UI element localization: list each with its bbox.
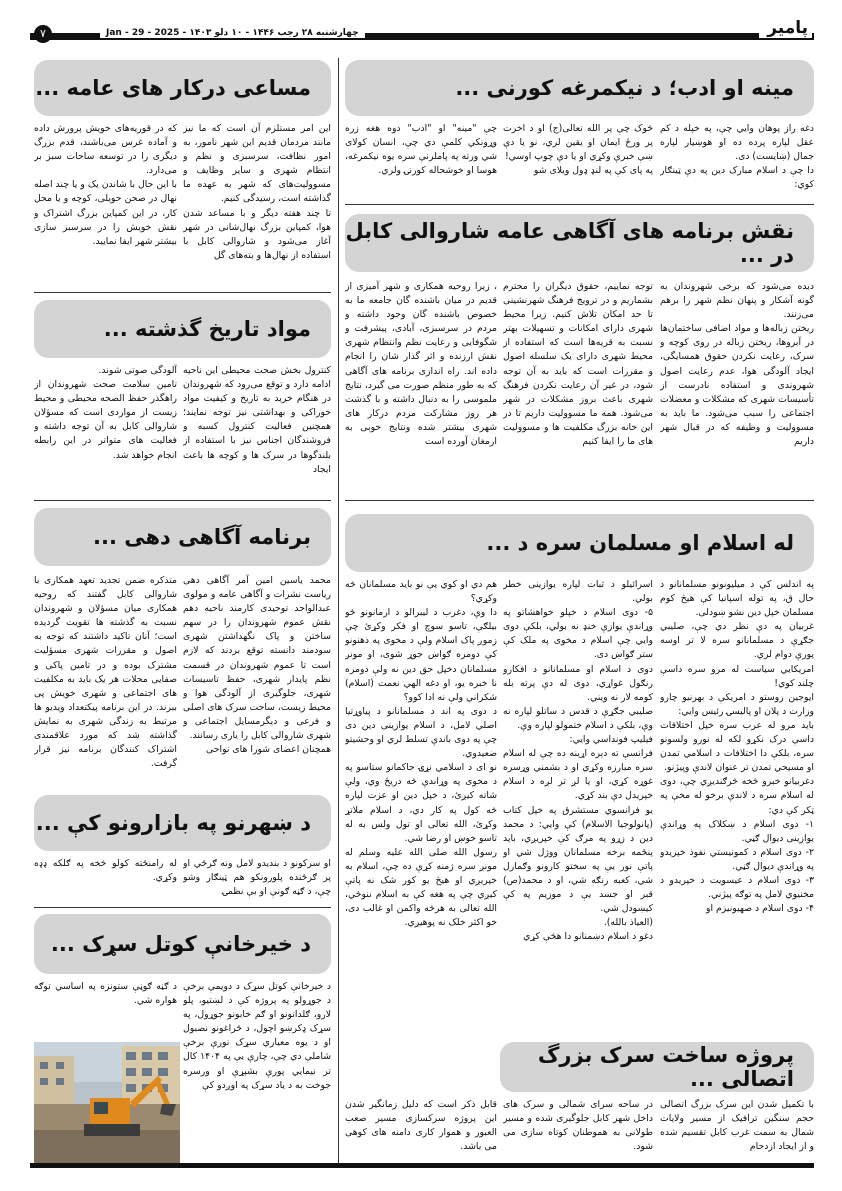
construction-photo xyxy=(34,1042,180,1164)
article-masai-col-1: این امر مستلزم آن است که ما نیز مانند مردمان قدیم این شهر نامور، به امور نظافت، سرسبزی و نظم و انتظام شهری و سایر وظایف و مسوولیت‌های که شهر به عهده ما گذاشته است، رسیدگی کنیم. تا چند هفته دیگر و با مساعد شدن هوا، کمپاین بزرگ نهال‌شانی در شهر آغاز می‌شود و شاروالی کابل با استفاده از نهال‌ها و بته‌های گل xyxy=(183,123,331,261)
article-mawad-col-1: کنترول بخش صحت محیطی این ناحیه ادامه دارد و توقع می‌رود که شهروندان در هنگام خرید به تاریخ و کیفیت مواد خوراکی و بهداشتی نیز توجه نمایند؛ همچنین فعالیت کنترول کسبه و فروشندگان اجناس نیز با استفاده از بلندگوها در سرک ها و کوچه ها باعث ایجاد xyxy=(183,365,331,475)
article-masai-col-2: که در قوریه‌های خویش پرورش داده و آماده غرس می‌باشند، قدم بزرگ دیگری را در توسعه ساحات سبز بر می‌دارد. با این حال با شاندن یک و یا چند اصله نهال در صحن حویلی، کوچه و یا محل کار، در این کمپاین بزرگ اشتراک و نقش خویش را در سرسبز سازی بیشتر شهر ایفا نمایید. xyxy=(34,123,177,247)
article-title-kotal: د خیرخانې کوتل سړک ... xyxy=(34,914,331,974)
article-islam-col-1: په اندلس کې د میلیونونو مسلمانانو د حال ق، په توله اسپانیا کې هیڅ کوم مسلمان خپل دین نشو ښودلی. غربیان په دې نظر دي چې، صلیبي جګړې د مسلمانانو سره لا تر اوسه پورې دوام لري. امریکایي سیاست له مرو سره داسې چلند کوي! ایوجین روستو د امریکې د بهرنیو چارو وزارت د پلان او پالیسۍ رئیس وایي: باید مرو له عرب سره خپل اختلافات داسې درک نکړو لکه له نورو ولسونو سره، بلکې دا اختلافات د اسلامي تمدن او مسیحي تمدن تر عنوان لاندې وپیژنو. دغربیانو خبرو څخه څرګندیږي چې، دوی له اسلام سره د لاندې برخو له مخې په ټکر کې دي: ۱- دوی اسلام د ښکلاک په وړاندې یوازینی دیوال ګڼي. ۲- دوی اسلام د کمونیستي نفوذ خپریدو په وړاندې دیوال ګڼي. ۳- دوی اسلام د عیسویت د خپریدو د مخنیوي لامل په توګه پیژني. ۴- دوی اسلام د صهیونیزم او xyxy=(660,579,814,915)
article-naqsh-col-3: ، زیرا روحیه همکاری و شهر آمیزی از قدیم در میان باشنده گان جامعه ما به خصوص باشنده گان وجود داشته و مردم در سرسبزی، آبادی، پیشرفت و شگوفایی و رعایت نظم وانتظام شهری نقش ارزنده و اثر گذار شان را انجام داده اند. راه اندازی برنامه های آگاهی که به طور منظم صورت می گیرد، نتایج ملموسی را به دنبال داشته و با گذشت هر روز مشارکت مردم درکار های شهری بیشتر شده ونتایج خوبی به ارمغان آورده است xyxy=(345,281,497,448)
article-title-shahrono: د ښهرنو په بازارونو کې ... xyxy=(34,795,331,851)
article-naqsh-col-2: توجه نماییم، حقوق دیگران را محترم بشماریم و در ترویج فرهنگ شهرنشینی تا حد امکان تلاش کنیم. زیرا محیط شهری دارای امکانات و تسهیلات بهتر نسبت به قریه‌ها است که استفاده از محیط شهری دارای یک سلسله اصول و مقررات است که باید به آن توجه شود، در غیر آن رعایت نکردن فرهنگ شهری باعث بروز مشکلات در شهر می‌شود. همه ما مسوولیت داریم تا در این خانه بزرگ مکلفیت ها و مسوولیت های ما را ایفا کنیم xyxy=(503,281,653,448)
article-mina-col-3: چې "مینه" او "ادب" دوه هغه زره وړونکي کلمې دي چې، انسان کولای شي ورته په پاملرنې سره یوه نیکمرغه، هوسا او خوشحاله کورنۍ ولري. xyxy=(345,123,497,177)
article-mina-col-1: دغه راز پوهان وایي چې، په خپله د کم عقل لپاره پرده ده او هوښیار لپاره جمال (ښایست) دی. دا چې د اسلام مبارک دین په دې ټینګار کوي: xyxy=(660,123,814,191)
article-kotal-col-1: د خیرخانې کوتل سړک د دویمې برخې د جوړولو په پروژه کې د لښتیو، پلو لارو، ګلدانونو او ګم خابونو جوړول، په سړک ډکرښو اچول، د ځراغونو نصبول او د یوه معیاري سړک نورې برخې شاملې دي چې، چارې یې په ۱۴۰۴ کال تر نیمایي پورې بشپړې او ورسره جوخت به د یاد سړک په اوږدو کې xyxy=(183,981,331,1091)
article-naqsh-col-1: دیده می‌شود که برخی شهروندان به گونه آشکار و پنهان نظم شهر را برهم می‌زنند. ریختن زباله‌ها و مواد اضافی ساختمان‌ها در آبروها، ریختن زباله در روی کوچه و سرک، رعایت نکردن حقوق همسایگی، ایجاد آلودگی هوا، عدم رعایت اصول شهروندی و استفاده نادرست از تأسیسات شهری که مشکلات و معضلات اجتماعی را سبب می‌شود. ما باید به مسوولیت و وظیفه که در قبال شهر داریم xyxy=(660,281,814,448)
article-title-proja: پروژه ساخت سرک بزرگ اتصالی ... xyxy=(500,1042,814,1092)
article-islam-col-2: اسرائیلو د ثبات لپاره یوازینی خطر بولي. ۵- دوی اسلام د خپلو خواهشاتو په وړاندې یوازې خنډ نه بولي، بلکې دوی وایي چې اسلام د مخوی په ملک کې ستر ګواښ دی. دوی د اسلام او مسلمانانو د افکارو رنګول غواړي، دوی له دې پرته بله کومه لار نه ویني. صلیبي جګړې د قدس د ساتلو لپاره نه وې، بلکې د اسلام ختمولو لپاره وې. فیلیپ فونداسي وایي: فرانسې ته دېره اړینه ده چې له اسلام سره مبارزه وکړي او د بشمني وړسره غوړه کړي، او یا لږ تر لږه د اسلام خپریدل دې بند کړي. یو فرانسوي مستشرق په خپل کتاب (پانولوجیا الاسلام) کې وایي: د محمد دین د زړو په مرګ کې خپریږي، باید پنځمه برخه مسلمانان ووژل شي او پاتې نور یې په سختو کارونو وګمارل شي، کعبه رنګه شي، او د محمد(ص) قبر او جسد یې د موزیم په کې کیښودل شي. (العیاذ بالله). دغو د اسلام دښمنانو دا هڅې کړي xyxy=(503,579,653,943)
article-title-naqsh: نقش برنامه های آگاهی عامه شاروالی کابل در ... xyxy=(345,214,814,272)
article-title-mina: مینه او ادب؛ د نیکمرغه کورنی ... xyxy=(345,60,814,116)
article-mina-col-2: څوک چې پر الله تعالی(ج) او د اخرت پر ورځ ایمان او یقین لري، نو یا دې ښې خبرې وکړي او یا دې چوپ اوسي! په پای کې په لنډ ډول ویلای شو xyxy=(503,123,653,177)
page-number: ۷ xyxy=(34,25,52,43)
article-kotal-col-2: د ګڼه ګوڼې ستونزه په اساسي توګه هواره شي. xyxy=(34,981,177,1007)
article-shahrono-col-1: او سرکونو د بندیدو لامل ونه ګرځي او پر ګرځنده پلورونکو هم ټینګار وشو چې، د ګڼه ګونې او بې نظمۍ xyxy=(183,858,331,898)
footer-bar xyxy=(30,1163,814,1168)
article-mawad-col-2: آلودگی صوتی شوند. تامین سلامت صحت شهروندان از راهگذر حفظ الصحه محیطی و محیط زیست از مواردی است که مسؤلان شاروالی کابل به آن توجه داشته و فعالیت های متواتر در این رابطه انجام خواهد شد. xyxy=(34,365,177,461)
article-proja-col-1: با تکمیل شدن این سرک بزرگ اتصالی حجم سنگین ترافیک از مسیر ولایات شمال به سمت غرب کابل تقسیم شده و از ایجاد ازدحام xyxy=(660,1099,814,1153)
newspaper-name: پامیر xyxy=(759,18,812,38)
article-proja-col-3: قابل ذکر است که دلیل زمانگیر شدن این پروژه سرکسازی مسیر صعب العبور و هموار کاری دامنه های کوهی می باشد. xyxy=(345,1099,497,1153)
section-divider xyxy=(34,907,331,908)
article-barnama-col-2: متذکره ضمن تجدید تعهد همکاری با شاروالی کابل گفتند که روحیه همکاری میان مسؤلان و شهروندان نسبت به گذشته ها تقویت گردیده است؛ آنان تاکید داشتند که توجه به اصول و مقررات شهری مسؤلیت مشترک بوده و در تامین پاکی و صفایی محلات هر یک باید به مکلفیت های اجتماعی و شهری خویش پی ببرند. در این برنامه پیکتعداد ویدیو ها مرتبط به زندگی شهری به نمایش گذاشته شد که مورد علاقمندی اشتراک کنندگان برنامه نیز قرار گرفت. xyxy=(34,575,177,770)
article-title-islam: له اسلام او مسلمان سره د ... xyxy=(345,514,814,572)
column-divider xyxy=(338,58,339,1163)
issue-date: چهارشنبه ۲۸ رجب ۱۴۴۶ - ۱۰ دلو ۱۴۰۳ - Jan - 29 - 2025 xyxy=(100,28,365,38)
article-islam-col-3: هم دي او کوي یې نو باید مسلمانان څه وکړي؟ دا وې، دغرب د لیبرالو د ارمانونو ځو بیلګې، تاسو سوچ او فکر وکړئ چې زموږ پاک اسلام ولې د مخوی په ذهنونو کې دومره ګواښ جوړ شوی، او مونږ مسلمانان دخپل حق دین نه ولې دومره نا خبره یو، او دغه الهي نعمت (اسلام) شکراني ولې نه ادا کوو؟ د دوی په اند د مسلمانانو د پیاوړتیا اصلي لامل، د اسلام یوازینی دین دی چې په دوی باندې تسلط لري او وحشیتو ضعیدوي. نو ای د اسلامي نړۍ حاکمانو ستاسو په د مخوی په وړاندې څه دریځ وي، ولې شاته کیږئ، د خپل دین او عزت لپاره څه کول په کار دي، د اسلام ملاتړ وکړئ، الله تعالی او تول ولس به له تاسو خوښ او رضا شي. رسول الله صلی الله علیه وسلم له مونږ سره ژمنه کړې ده چې، اسلام به خپریږي او هیڅ یو کور شک نه پاتې کیږي چې په هغه کې به اسلام ننوځي، الله تعالی به هرڅه واکمن او غالب دی، خو اکثر خلک نه پوهیږي. xyxy=(345,579,497,929)
section-divider xyxy=(345,204,814,205)
section-divider xyxy=(34,292,331,293)
article-title-mawad: مواد تاریخ گذشته ... xyxy=(34,300,331,358)
article-proja-col-2: در ساحه سرای شمالی و سرک های داخل شهر کابل جلوگیری شده و مسیر طولانی به هموطنان کوتاه سازی می شود. xyxy=(503,1099,653,1153)
section-divider xyxy=(345,500,814,501)
article-barnama-col-1: محمد یاسین امین آمر آگاهی دهی ریاست نشرات و آگاهی عامه و مولوی عبدالواحد توحیدی کارمند ناحیه دهم نقش عموم شهروندان را در سهم ساختن و پاک نگهداشتن شهری سودمند دانسته توقع بردند که لازم است تا عموم شهروندان در قسمت نظم پایدار شهری، حفظ تاسیسات شهری، جلوگیری از آلودگی هوا و محیط زیست، ساحت سرک های اصلی و فرعی و دیگرمسایل اجتماعی و شهری شاروالی کابل را یاری رسانند. همچنان اعضای شورا های نواحی xyxy=(183,575,331,756)
section-divider xyxy=(34,500,331,501)
article-title-barnama: برنامه آگاهی دهی ... xyxy=(34,508,331,566)
article-shahrono-col-2: له رامنځته کولو څخه په ګلکه ډډه وکړي. xyxy=(34,858,177,884)
article-title-masai: مساعی درکار های عامه ... xyxy=(34,60,331,116)
